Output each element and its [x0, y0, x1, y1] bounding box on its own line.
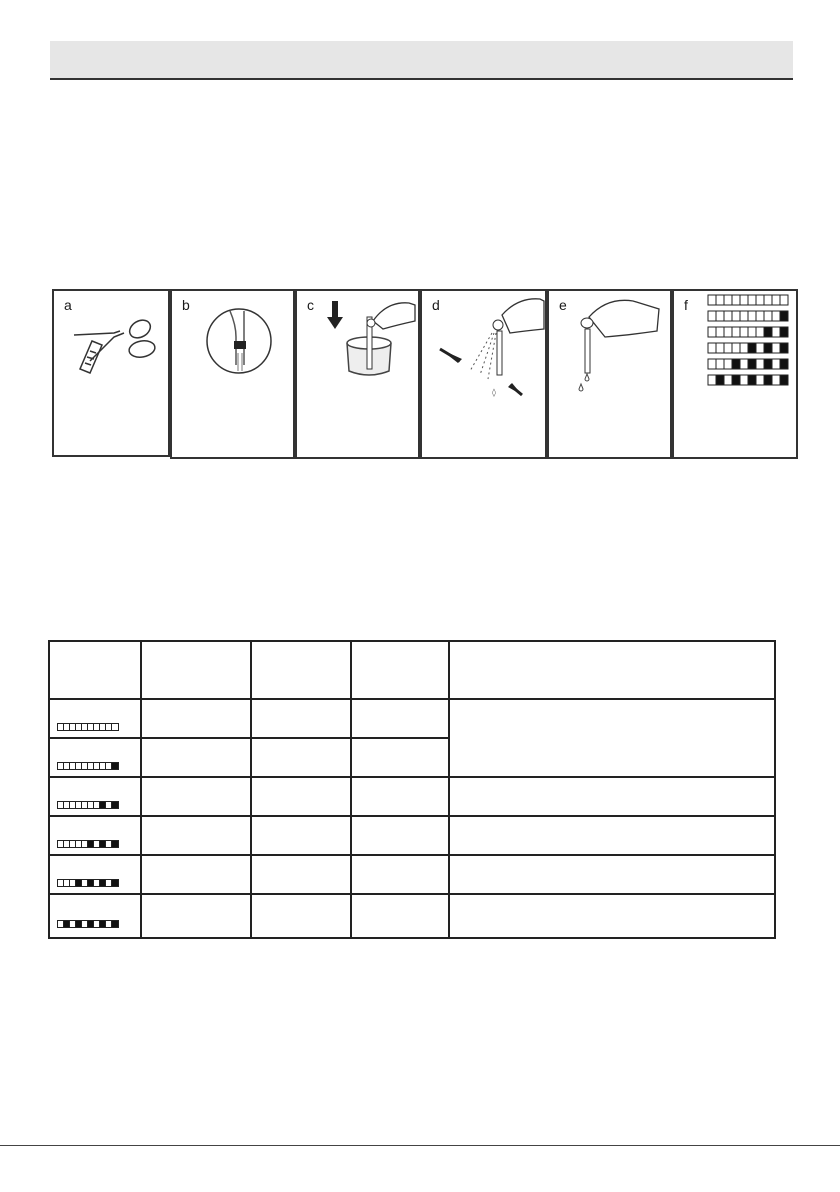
- strip-pattern-cell: [49, 699, 141, 738]
- scale-square: [740, 359, 748, 369]
- scale-square: [724, 295, 732, 305]
- scale-square: [732, 375, 740, 385]
- scale-square: [748, 359, 756, 369]
- scale-square: [780, 359, 788, 369]
- header-cell: [351, 641, 449, 699]
- scale-square: [740, 327, 748, 337]
- scale-square: [740, 311, 748, 321]
- scale-square: [716, 295, 724, 305]
- table-cell: [251, 777, 351, 816]
- scale-square: [780, 295, 788, 305]
- scissors-cutting-strip-icon: [54, 291, 170, 455]
- scale-square: [756, 343, 764, 353]
- table-cell: [351, 777, 449, 816]
- table-cell: [141, 738, 251, 777]
- scale-square: [732, 343, 740, 353]
- scale-square: [756, 295, 764, 305]
- scale-square: [764, 327, 772, 337]
- strip-pattern-icon: [57, 879, 119, 887]
- table-cell: [351, 699, 449, 738]
- scale-square: [716, 327, 724, 337]
- scale-square: [708, 359, 716, 369]
- scale-square: [724, 311, 732, 321]
- scale-strip: [708, 327, 788, 337]
- table-cell: [351, 855, 449, 894]
- table-cell: [351, 738, 449, 777]
- table-cell: [141, 894, 251, 938]
- scale-square: [716, 343, 724, 353]
- scale-square: [764, 359, 772, 369]
- table-cell: [449, 855, 775, 894]
- table-cell: [141, 699, 251, 738]
- strip-pattern-cell: [49, 777, 141, 816]
- strip-dipped-in-glass-icon: [297, 291, 418, 457]
- panel-a: [52, 289, 170, 457]
- panel-letter: d: [432, 297, 440, 313]
- scale-strip: [708, 359, 788, 369]
- scale-strip: [708, 375, 788, 385]
- scale-strip: [708, 311, 788, 321]
- scale-square: [748, 311, 756, 321]
- scale-square: [748, 295, 756, 305]
- table-row: [49, 894, 775, 938]
- header-cell: [449, 641, 775, 699]
- scale-square: [780, 311, 788, 321]
- table-cell: [251, 738, 351, 777]
- strip-pattern-cell: [49, 738, 141, 777]
- strip-pattern-icon: [57, 762, 119, 770]
- scale-square: [724, 327, 732, 337]
- scale-square: [708, 343, 716, 353]
- scale-square: [740, 295, 748, 305]
- scale-square: [764, 343, 772, 353]
- scale-square: [740, 343, 748, 353]
- panel-b: [170, 289, 295, 459]
- strip-square: [112, 763, 118, 769]
- scale-square: [716, 359, 724, 369]
- scale-square: [708, 375, 716, 385]
- scale-square: [772, 311, 780, 321]
- scale-square: [708, 327, 716, 337]
- table-cell: [141, 816, 251, 855]
- scale-square: [772, 327, 780, 337]
- scale-square: [724, 343, 732, 353]
- water-hardness-table: [48, 640, 776, 939]
- panel-letter: c: [307, 297, 314, 313]
- strip-pattern-icon: [57, 920, 119, 928]
- table-row: [49, 816, 775, 855]
- strip-square: [112, 921, 118, 927]
- table-cell: [251, 894, 351, 938]
- panel-letter: a: [64, 297, 72, 313]
- table-cell: [251, 855, 351, 894]
- strip-pattern-cell: [49, 816, 141, 855]
- table-cell: [449, 894, 775, 938]
- table-row: [49, 855, 775, 894]
- panel-d: [420, 289, 547, 459]
- table-cell: [351, 894, 449, 938]
- scale-square: [748, 375, 756, 385]
- scale-square: [764, 311, 772, 321]
- scale-square: [748, 343, 756, 353]
- panel-f: [672, 289, 798, 459]
- scale-square: [708, 295, 716, 305]
- strip-square: [112, 841, 118, 847]
- scale-square: [772, 375, 780, 385]
- table-cell: [251, 699, 351, 738]
- scale-square: [772, 359, 780, 369]
- strip-pattern-cell: [49, 855, 141, 894]
- table-row: [49, 777, 775, 816]
- scale-strip: [708, 295, 788, 305]
- scale-square: [708, 311, 716, 321]
- table-cell: [141, 777, 251, 816]
- strip-square: [112, 724, 118, 730]
- panel-letter: f: [684, 297, 688, 313]
- strip-square: [112, 880, 118, 886]
- header-cell: [141, 641, 251, 699]
- scale-square: [716, 311, 724, 321]
- scale-square: [780, 375, 788, 385]
- panel-letter: b: [182, 297, 190, 313]
- table-row: [49, 699, 775, 738]
- scale-square: [756, 359, 764, 369]
- scale-square: [780, 327, 788, 337]
- scale-square: [732, 359, 740, 369]
- section-header-bar: [50, 41, 793, 80]
- table-cell: [251, 816, 351, 855]
- scale-square: [724, 359, 732, 369]
- scale-square: [780, 343, 788, 353]
- scale-square: [756, 311, 764, 321]
- header-cell: [49, 641, 141, 699]
- scale-square: [764, 295, 772, 305]
- scale-square: [748, 327, 756, 337]
- scale-square: [772, 343, 780, 353]
- table-cell: [141, 855, 251, 894]
- shaking-strip-icon: [422, 291, 545, 457]
- strip-color-scale-icon: [674, 291, 796, 457]
- strip-pattern-cell: [49, 894, 141, 938]
- footer-divider: [0, 1145, 840, 1146]
- panel-e: [547, 289, 672, 459]
- strip-dripping-icon: [549, 291, 670, 457]
- strip-pattern-icon: [57, 840, 119, 848]
- panel-letter: e: [559, 297, 567, 313]
- scale-square: [756, 327, 764, 337]
- table-cell: [449, 816, 775, 855]
- scale-square: [732, 311, 740, 321]
- strip-pattern-icon: [57, 801, 119, 809]
- scale-strip: [708, 343, 788, 353]
- table-cell: [351, 816, 449, 855]
- svg-text:◊: ◊: [492, 388, 496, 397]
- scale-square: [772, 295, 780, 305]
- scale-square: [756, 375, 764, 385]
- water-tap-icon: [172, 291, 293, 457]
- scale-square: [724, 375, 732, 385]
- scale-square: [732, 295, 740, 305]
- table-cell: [449, 777, 775, 816]
- panel-c: [295, 289, 420, 459]
- strip-square: [112, 802, 118, 808]
- scale-square: [716, 375, 724, 385]
- instruction-panels: [52, 289, 798, 460]
- header-cell: [251, 641, 351, 699]
- table-cell: [449, 699, 775, 777]
- table-header-row: [49, 641, 775, 699]
- scale-square: [732, 327, 740, 337]
- strip-pattern-icon: [57, 723, 119, 731]
- scale-square: [764, 375, 772, 385]
- scale-square: [740, 375, 748, 385]
